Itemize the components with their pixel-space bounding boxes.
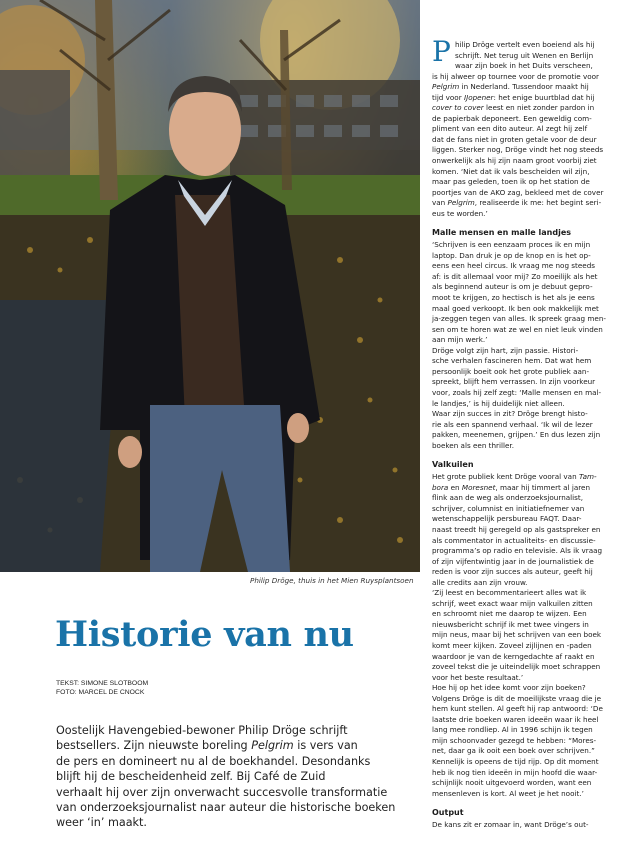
credit-photo: FOTO: MARCEL DE CNOCK xyxy=(56,689,145,696)
body-line: ‘Zij leest en becommentarieert alles wat ik xyxy=(432,588,587,598)
body-line: spreekt, blijft hem verrassen. In zijn voorkeur xyxy=(432,377,596,387)
section-heading: Malle mensen en malle landjes xyxy=(432,228,572,238)
body-line: liggen. Sterker nog, Dröge vindt het nog steeds xyxy=(432,145,604,155)
body-line: moot te krijgen, zo hectisch is het als je eens xyxy=(432,293,595,303)
body-line: De kans zit er zomaar in, want Dröge’s out- xyxy=(432,820,589,830)
section-heading: Output xyxy=(432,808,464,818)
body-line: maal goed verkoopt. Ik ben ook makkelijk met xyxy=(432,303,599,313)
body-line: voor het beste resultaat.’ xyxy=(432,672,524,682)
intro-line: Oostelijk Havengebied-bewoner Philip Dröge schrijft xyxy=(56,724,348,737)
body-line: en schroomt niet me daarop te wijzen. Een xyxy=(432,609,587,619)
section-heading: Valkuilen xyxy=(432,460,474,470)
body-line: mijn neus, maar bij het schrijven van een boek xyxy=(432,630,602,640)
body-line: komt meer kijken. Zoveel zijlijnen en -paden xyxy=(432,640,592,650)
body-line: schrijft. Net terug uit Wenen en Berlijn xyxy=(455,50,594,60)
body-line: of zijn vijfentwintig jaar in de journalistiek de xyxy=(432,556,594,566)
body-line: sen om te horen wat ze wel en niet leuk vinden xyxy=(432,324,603,334)
body-line: sche verhalen fascineren hem. Dat wat hem xyxy=(432,356,592,366)
body-line: laptop. Dan druk je op de knop en is het op- xyxy=(432,250,591,260)
body-line: de papierbak deponeert. Een geweldig com- xyxy=(432,113,592,123)
body-line: hilip Dröge vertelt even boeiend als hij xyxy=(455,40,595,49)
body-line: als beginnend auteur is om je debuut gepro- xyxy=(432,282,593,292)
body-line: onwerkelijk als hij zijn naam groot voorbij ziet xyxy=(432,156,597,166)
body-line: Kennelijk is opeens de tijd rijp. Op dit moment xyxy=(432,757,599,766)
article-credits xyxy=(56,679,148,697)
body-line: programma’s op radio en televisie. Als ik vraag xyxy=(432,546,603,556)
body-line: rie als een spannend verhaal. ‘Ik wil de lezer xyxy=(432,419,593,429)
body-line: mensenleven is kort. Al weet je het nooit.’ xyxy=(432,788,584,798)
body-line: schijnlijk nooit uitgevoerd worden, want een xyxy=(432,778,592,788)
body-line: Dröge volgt zijn hart, zijn passie. Histori- xyxy=(432,345,579,355)
article-photo xyxy=(0,0,420,572)
body-line: net, daar ga ik ooit een boek over schrijven.” xyxy=(432,746,595,756)
article-intro xyxy=(56,723,416,831)
article-title: Historie van nu xyxy=(55,614,354,655)
body-line: af: is dit allemaal voor mij? Zo moeilijk als het xyxy=(432,271,598,281)
intro-line: de pers en domineert nu al de boekhandel. Desondanks xyxy=(56,754,371,768)
body-line: eus te worden.’ xyxy=(432,208,488,218)
body-line: nieuwsbericht schrijf ik met twee vingers in xyxy=(432,619,589,629)
body-line: ja-zeggen tegen van alles. Ik spreek graag men- xyxy=(432,314,606,324)
body-line: komen. ‘Niet dat ik vals bescheiden wil zijn, xyxy=(432,166,590,176)
body-line: reden is voor zijn succes als auteur, geeft hij xyxy=(432,567,593,577)
body-line: poortjes van de AKO zag, bekleed met de cover xyxy=(432,187,604,197)
body-line: mijn schoonvader gezegd te hebben: “Mores- xyxy=(432,735,597,745)
body-line: Hoe hij op het idee komt voor zijn boeken? xyxy=(432,683,586,693)
body-line: persoonlijk boeit ook het grote publiek aan- xyxy=(432,366,590,376)
body-line: van Pelgrim, realiseerde ik me: het begint seri- xyxy=(432,198,602,208)
body-line: waar zijn boek in het Duits verscheen, xyxy=(455,61,593,71)
body-line: dat de fans niet in groten getale voor de deur xyxy=(432,134,597,144)
intro-line: van onderzoeksjournalist naar auteur die historische boeken xyxy=(56,801,396,815)
body-line: le landjes,’ is hij duidelijk niet alleen. xyxy=(432,398,565,408)
body-line: ‘Schrijven is een eenzaam proces ik en mijn xyxy=(432,240,591,250)
body-line: laatste drie boeken waren ideeën waar ik heel xyxy=(432,714,599,724)
body-line: Waar zijn succes in zit? Dröge brengt histo- xyxy=(432,409,588,419)
body-line: als commentator in actualiteits- en discussie- xyxy=(432,535,596,545)
body-line: zoveel tekst die je uiteindelijk moet schrappen xyxy=(432,662,601,672)
body-line: alle credits aan zijn vrouw. xyxy=(432,577,528,587)
body-line: is hij alweer op tournee voor de promotie voor xyxy=(432,71,599,81)
body-line: tijd voor IJopener: het enige buurtblad dat hij xyxy=(432,92,595,102)
intro-line: bestsellers. Zijn nieuwste boreling Pelgrim is vers van xyxy=(56,739,358,753)
body-line: aan mijn werk.’ xyxy=(432,335,488,345)
credit-text: TEKST: SIMONE SLOTBOOM xyxy=(56,680,149,687)
body-line: bora en Moresnet, maar hij timmert al jaren xyxy=(432,482,591,492)
body-line: waardoor je van de kerngedachte af raakt en xyxy=(432,651,595,661)
body-line: Het grote publiek kent Dröge vooral van Tam- xyxy=(432,472,597,482)
body-line: hem kunt stellen. Al geeft hij rap antwoord: ‘De xyxy=(432,704,603,714)
body-line: heb ik nog tien ideeën in mijn hoofd die waar- xyxy=(432,767,598,777)
body-line: lang mee rondliep. Al in 1996 schijn ik tegen xyxy=(432,725,593,735)
body-line: flink aan de weg als onderzoeksjournalist, xyxy=(432,493,583,503)
portrait-illustration xyxy=(0,0,420,572)
body-line: boeken als een thriller. xyxy=(432,440,514,450)
article-body xyxy=(432,35,620,831)
body-line: naast treedt hij geregeld op als gastspreker en xyxy=(432,524,601,534)
body-line: voor, zoals hij zelf zegt: ‘Malle mensen en mal- xyxy=(432,387,602,397)
body-line: Volgens Dröge is dit de moeilijkste vraag die je xyxy=(432,693,602,703)
body-line: pliment van een dito auteur. Al zegt hij zelf xyxy=(432,124,588,134)
body-line: maar pas geleden, toen ik op het station de xyxy=(432,177,590,187)
intro-line: verhaalt hij over zijn onverwacht succesvolle transformatie xyxy=(56,785,388,799)
body-line: pakken, meenemen, grijpen.’ En dus lezen zijn xyxy=(432,430,601,440)
drop-cap: P xyxy=(432,35,451,68)
body-line: Pelgrim in Nederland. Tussendoor maakt hij xyxy=(432,82,589,92)
body-line: wetenschappelijk persbureau FAQT. Daar- xyxy=(432,514,582,524)
body-line: eens een heel circus. Ik vraag me nog steeds xyxy=(432,261,596,271)
intro-line: blijft hij de bescheidenheid zelf. Bij Café de Zuid xyxy=(56,770,326,784)
body-line: schrijf, weet exact waar mijn valkuilen zitten xyxy=(432,598,593,608)
body-line: schrijver, columnist en initiatiefnemer van xyxy=(432,503,585,513)
photo-caption: Philip Dröge, thuis in het Mien Ruysplantsoen xyxy=(250,576,414,585)
body-line: cover to cover leest en niet zonder pardon in xyxy=(432,103,595,113)
intro-line: weer ‘in’ maakt. xyxy=(56,816,147,830)
